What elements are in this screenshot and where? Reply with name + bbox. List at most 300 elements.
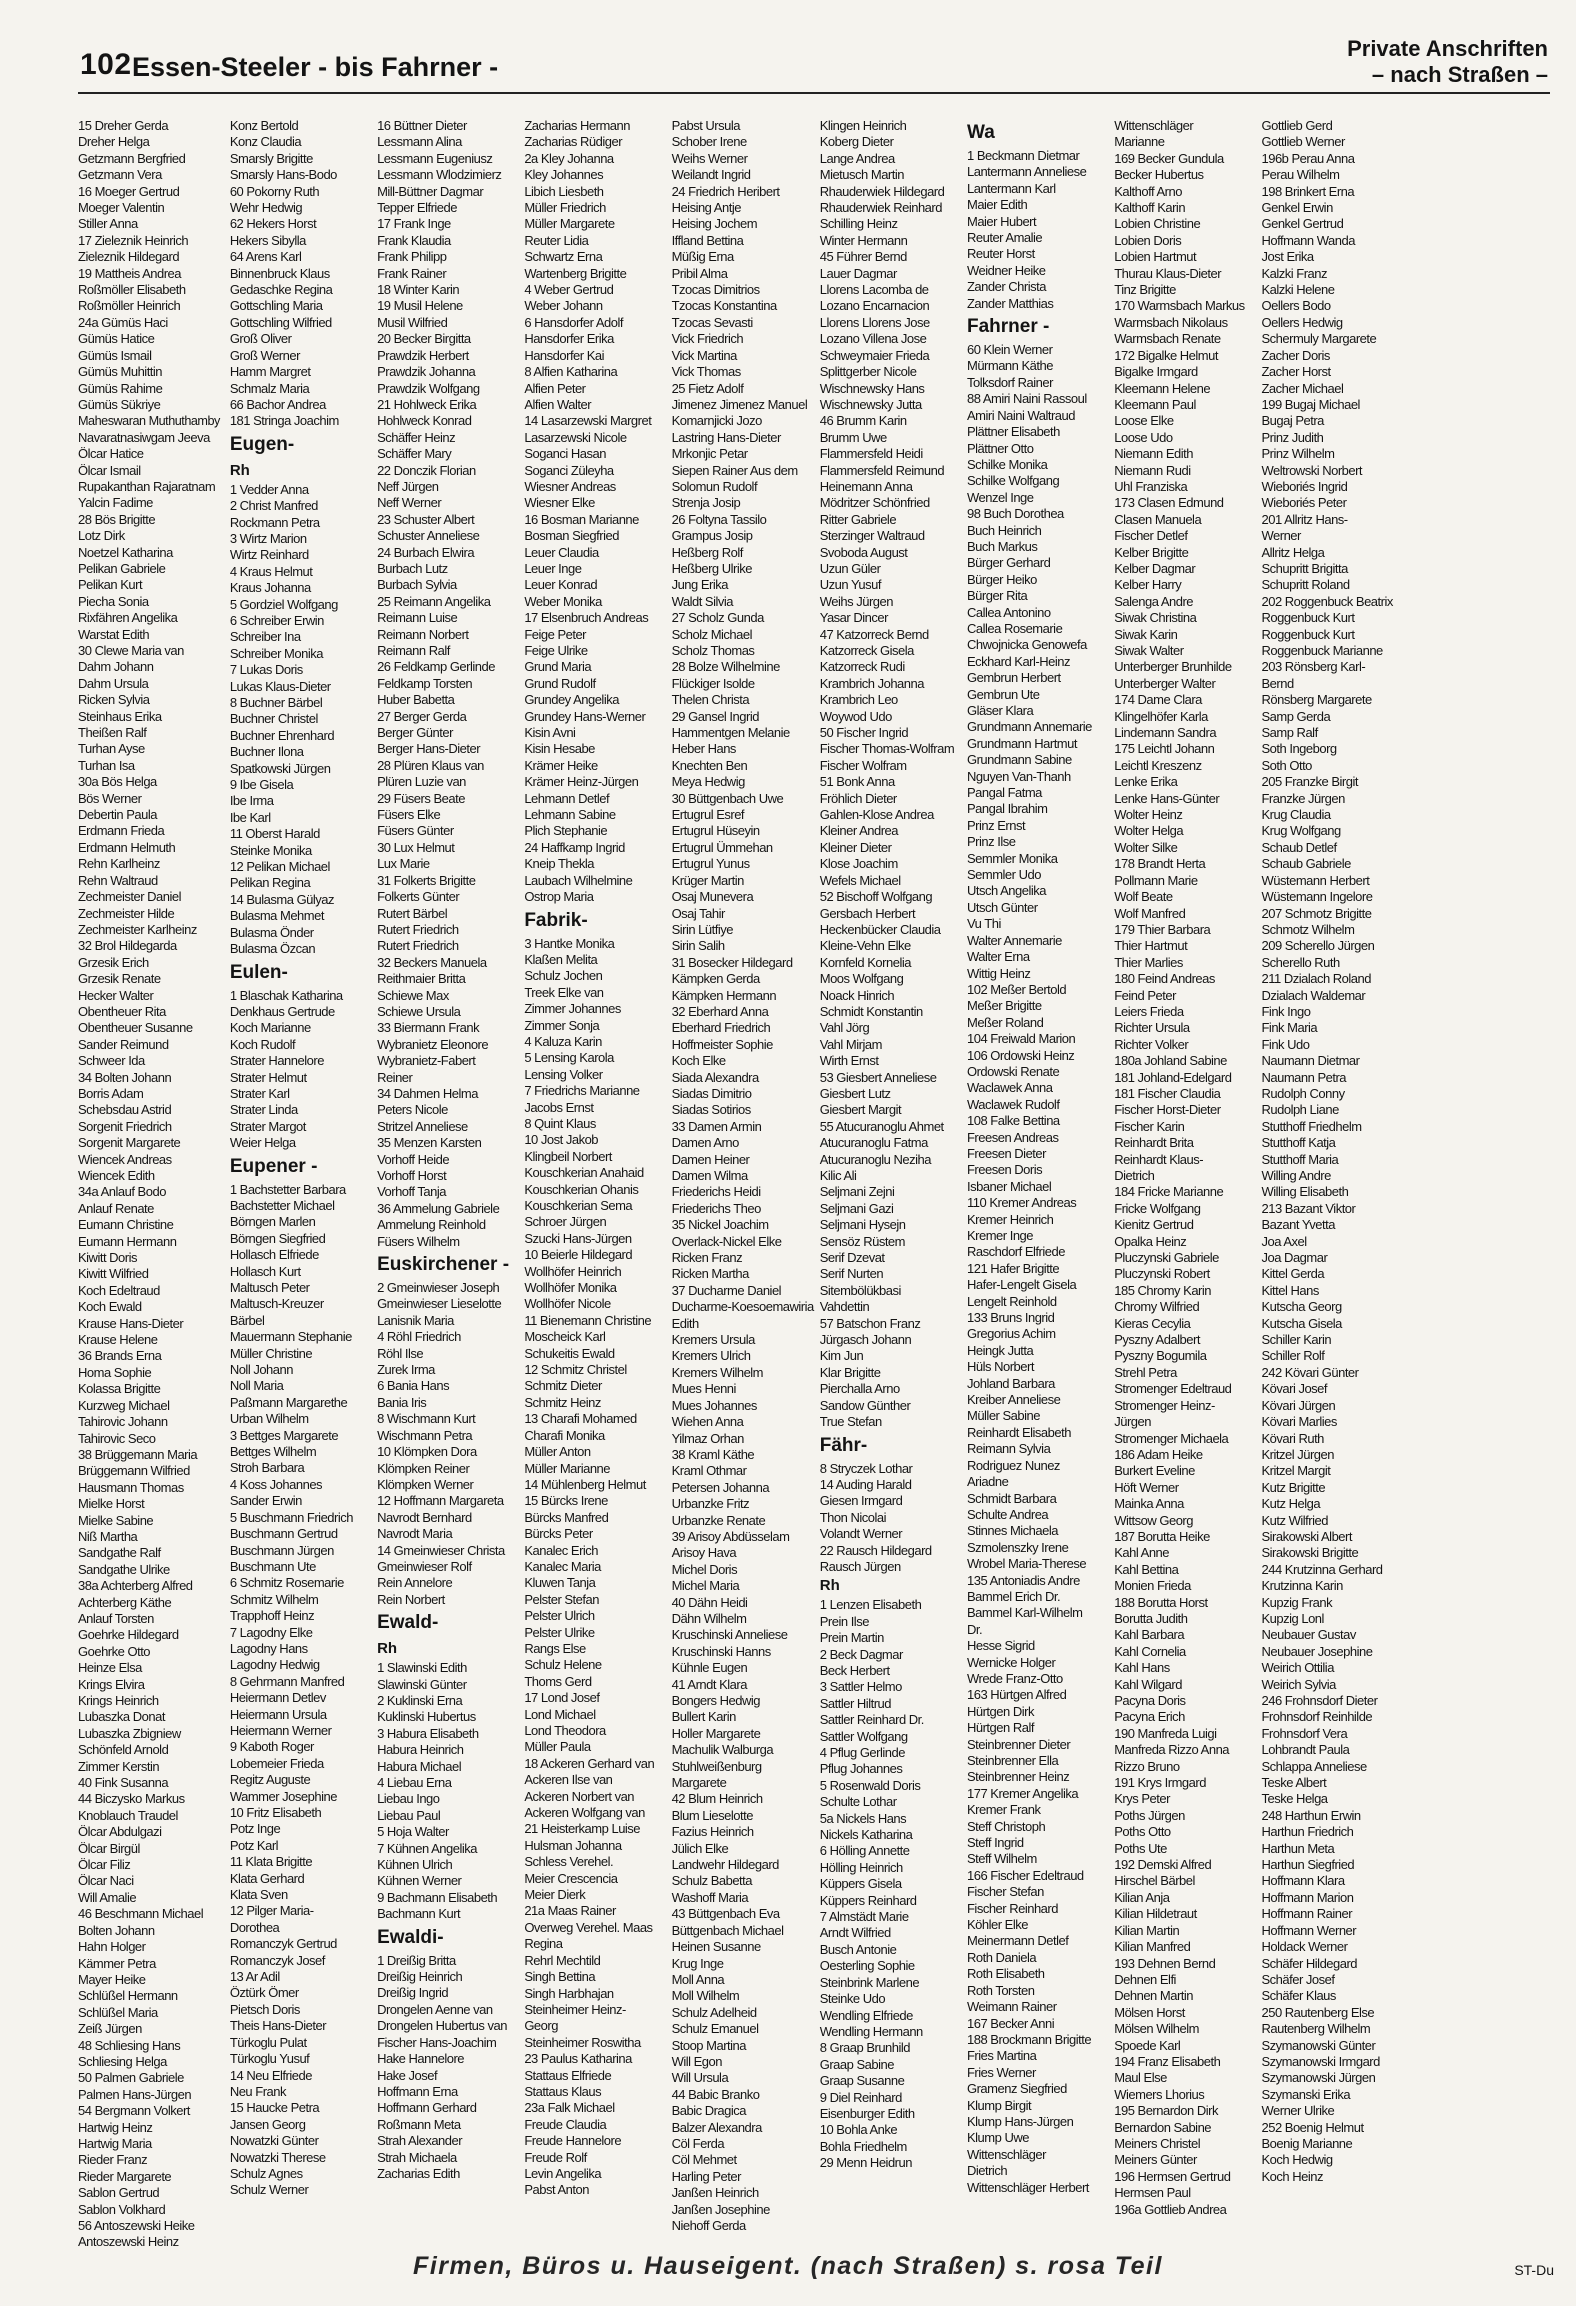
directory-entry: Tzocas Dimitrios: [671, 282, 760, 298]
directory-entry: Schilke Wolfgang: [966, 473, 1060, 489]
directory-entry: Heising Jochem: [671, 216, 758, 232]
directory-entry: 16 Bosman Marianne: [524, 511, 639, 527]
directory-entry: Hafer-Lengelt Gisela: [966, 1277, 1077, 1293]
directory-entry: Klömpken Werner: [377, 1476, 474, 1492]
directory-entry: Unterberger Walter: [1114, 675, 1216, 691]
directory-entry: 10 Fritz Elisabeth: [229, 1805, 322, 1820]
directory-entry: Krause Helene: [78, 1332, 158, 1348]
directory-entry: Kruschinski Anneliese: [671, 1627, 788, 1643]
directory-entry: 181 Fischer Claudia: [1114, 1085, 1221, 1101]
street-heading: Fabrik-: [524, 909, 588, 931]
directory-entry: Debertin Paula: [78, 807, 157, 823]
directory-entry: Teske Albert: [1261, 1775, 1327, 1791]
directory-entry: Rixfähren Angelika: [78, 610, 178, 626]
directory-entry: Rutert Bärbel: [377, 905, 448, 921]
directory-entry: Landwehr Hildegard: [671, 1857, 779, 1873]
directory-entry: Joa Dagmar: [1261, 1250, 1328, 1266]
directory-entry: Atucuranoglu Neziha: [819, 1151, 931, 1167]
directory-entry: Prein Ilse: [819, 1613, 869, 1629]
directory-entry: Schulz Jochen: [524, 968, 603, 984]
directory-entry: Naumann Petra: [1261, 1069, 1347, 1085]
directory-entry: Pabst Ursula: [671, 118, 740, 133]
directory-entry: Thier Marlies: [1114, 954, 1183, 970]
directory-entry: 60 Klein Werner: [966, 342, 1053, 358]
directory-entry: Sirin Lütfiye: [671, 921, 733, 937]
directory-entry: Kouschkerian Sema: [524, 1198, 633, 1213]
directory-entry: 27 Berger Gerda: [377, 708, 467, 724]
directory-entry: Krings Elvira: [78, 1676, 145, 1692]
directory-entry: Homa Sophie: [78, 1364, 152, 1380]
directory-entry: Brumm Uwe: [819, 429, 887, 445]
directory-entry: Fink Ingo: [1261, 1003, 1311, 1019]
directory-entry: Warstat Edith: [78, 626, 150, 642]
directory-entry: 5a Nickels Hans: [819, 1810, 907, 1826]
directory-entry: 196b Perau Anna: [1261, 150, 1355, 166]
directory-entry: Börngen Marlen: [229, 1214, 316, 1230]
directory-entry: 32 Eberhard Anna: [671, 1003, 769, 1019]
directory-entry: Kouschkerian Ohanis: [524, 1181, 639, 1197]
directory-entry: Bosman Siegfried: [524, 528, 619, 544]
directory-entry: Ostrop Maria: [524, 889, 594, 905]
directory-entry: Ertugrul Ümmehan: [671, 839, 773, 855]
directory-entry: Thurau Klaus-Dieter: [1114, 265, 1222, 281]
directory-entry: 196 Hermsen Gertrud: [1114, 2168, 1231, 2184]
directory-entry: Freesen Doris: [966, 1162, 1043, 1178]
directory-entry: 21 Heisterkamp Luise: [524, 1821, 641, 1837]
directory-entry: Maier Edith: [966, 197, 1028, 213]
directory-entry: Kraus Johanna: [229, 580, 311, 596]
directory-entry: Huber Babetta: [377, 692, 455, 708]
directory-entry: 4 Kaluza Karin: [524, 1033, 602, 1049]
directory-entry: Klingen Heinrich: [819, 118, 907, 133]
directory-entry: Hausmann Thomas: [78, 1479, 184, 1495]
directory-entry: Flückiger Isolde: [671, 675, 755, 691]
directory-entry: Janßen Heinrich: [671, 2185, 759, 2201]
directory-entry: Marianne: [1114, 134, 1165, 150]
directory-entry: Stutthoff Katja: [1261, 1135, 1336, 1151]
directory-entry: Mrkonjic Petar: [671, 446, 748, 462]
directory-entry: Sandgathe Ulrike: [78, 1561, 170, 1577]
directory-entry: Klömpken Reiner: [377, 1460, 470, 1476]
directory-entry: Walter Annemarie: [966, 932, 1062, 948]
directory-entry: 17 Zieleznik Heinrich: [78, 232, 189, 248]
directory-entry: Grundey Angelika: [524, 692, 619, 708]
directory-entry: Urban Wilhelm: [229, 1411, 309, 1427]
directory-entry: Kiwitt Wilfried: [78, 1266, 149, 1282]
directory-entry: Klump Uwe: [966, 2130, 1029, 2146]
directory-entry: Kleemann Helene: [1114, 380, 1211, 396]
street-heading: Ewaldi-: [377, 1926, 444, 1948]
directory-entry: Stiller Anna: [78, 216, 138, 232]
directory-entry: Wolter Helga: [1114, 823, 1184, 839]
directory-entry: Vick Friedrich: [671, 331, 744, 347]
directory-entry: Schweymaier Frieda: [819, 347, 930, 363]
directory-entry: Roth Daniela: [966, 1949, 1037, 1965]
directory-entry: 34 Dahmen Helma: [377, 1085, 478, 1101]
directory-entry: Schebsdau Astrid: [78, 1102, 172, 1118]
directory-entry: 209 Scherello Jürgen: [1261, 938, 1375, 954]
directory-entry: Folkerts Günter: [377, 889, 460, 905]
directory-entry: Schlappa Anneliese: [1261, 1758, 1367, 1774]
directory-entry: Wischnewsky Hans: [819, 380, 925, 396]
directory-entry: Semmler Udo: [966, 867, 1041, 883]
directory-entry: Sirin Salih: [671, 938, 725, 954]
directory-entry: Bürger Rita: [966, 588, 1028, 604]
directory-entry: Steinhaus Erika: [78, 708, 162, 724]
directory-entry: 188 Borutta Horst: [1114, 1594, 1208, 1610]
directory-entry: Pangal Ibrahim: [966, 801, 1048, 817]
directory-entry: Stutthoff Maria: [1261, 1151, 1339, 1167]
directory-entry: Meßer Brigitte: [966, 998, 1042, 1014]
directory-entry: Kley Johannes: [524, 167, 604, 183]
directory-entry: 45 Führer Bernd: [819, 249, 907, 265]
directory-entry: 36 Ammelung Gabriele: [377, 1200, 500, 1216]
directory-entry: Krings Heinrich: [78, 1693, 159, 1708]
directory-entry: Weber Monika: [524, 593, 602, 609]
directory-entry: Siepen Rainer Aus dem: [671, 462, 798, 478]
directory-entry: 66 Bachor Andrea: [229, 396, 326, 412]
directory-entry: Jülich Elke: [671, 1840, 729, 1856]
directory-entry: Bettges Wilhelm: [229, 1444, 317, 1460]
directory-entry: 1 Bachstetter Barbara: [229, 1181, 346, 1197]
directory-entry: Amiri Naini Waltraud: [966, 407, 1075, 423]
directory-entry: 64 Arens Karl: [229, 249, 302, 265]
directory-entry: Peters Nicole: [377, 1102, 448, 1118]
directory-entry: Kuklinski Hubertus: [377, 1709, 476, 1725]
directory-entry: Hake Josef: [377, 2067, 438, 2083]
directory-entry: 163 Hürtgen Alfred: [966, 1687, 1067, 1703]
directory-entry: Szymanowski Irmgard: [1261, 2053, 1380, 2069]
directory-entry: 25 Fietz Adolf: [671, 380, 744, 396]
directory-entry: Bullert Karin: [671, 1709, 736, 1725]
directory-entry: 106 Ordowski Heinz: [966, 1047, 1075, 1063]
directory-entry: Soth Otto: [1261, 757, 1312, 773]
directory-entry: Machulik Walburga: [671, 1742, 774, 1758]
directory-entry: Schulte Lothar: [819, 1794, 897, 1810]
directory-entry: Stromenger Edeltraud: [1114, 1381, 1232, 1397]
directory-entry: Schmitz Wilhelm: [229, 1591, 319, 1607]
directory-entry: Gmeinwieser Lieselotte: [377, 1296, 502, 1312]
directory-entry: Loose Elke: [1114, 413, 1174, 429]
directory-entry: Maier Hubert: [966, 213, 1037, 229]
directory-entry: 28 Plüren Klaus van: [377, 757, 484, 773]
directory-entry: Eumann Christine: [78, 1217, 174, 1233]
directory-entry: Cöl Ferda: [671, 2135, 725, 2151]
directory-entry: Poths Jürgen: [1114, 1807, 1185, 1823]
directory-entry: Szymanowski Jürgen: [1261, 2070, 1376, 2086]
directory-entry: Dehnen Martin: [1114, 1988, 1194, 2004]
directory-entry: Stuhlweißenburg: [671, 1758, 762, 1774]
directory-entry: Ricken Franz: [671, 1250, 743, 1266]
directory-entry: Goehrke Otto: [78, 1643, 151, 1659]
directory-entry: Samp Gerda: [1261, 708, 1331, 724]
directory-entry: Pluczynski Robert: [1114, 1266, 1210, 1282]
directory-entry: 169 Becker Gundula: [1114, 150, 1224, 166]
directory-entry: Rein Annelore: [377, 1575, 453, 1591]
directory-entry: Groß Werner: [229, 347, 300, 363]
directory-entry: Reuter Lidia: [524, 232, 589, 248]
directory-entry: Weilandt Ingrid: [671, 167, 751, 183]
directory-entry: 55 Atucuranoglu Ahmet: [819, 1118, 944, 1134]
directory-entry: Werner Ulrike: [1261, 2103, 1335, 2119]
directory-entry: Soganci Hasan: [524, 446, 606, 462]
directory-entry: 10 Bohla Anke: [819, 2122, 898, 2138]
directory-entry: Rizzo Bruno: [1114, 1758, 1180, 1774]
directory-entry: Dahm Ursula: [78, 675, 149, 691]
directory-entry: 56 Antoszewski Heike: [78, 2218, 195, 2233]
directory-entry: Maul Else: [1114, 2070, 1167, 2086]
directory-entry: Sander Erwin: [229, 1493, 302, 1509]
directory-entry: Steinheimer Roswitha: [524, 2034, 641, 2050]
directory-entry: Winter Hermann: [819, 232, 908, 248]
directory-entry: Gümüs Muhittin: [78, 364, 163, 380]
directory-entry: Roßmöller Elisabeth: [78, 282, 186, 298]
directory-entry: 19 Mattheis Andrea: [78, 265, 182, 281]
directory-entry: 12 Schmitz Christel: [524, 1362, 627, 1378]
directory-entry: Steinke Udo: [819, 1991, 886, 2007]
directory-entry: Wrobel Maria-Therese: [966, 1556, 1087, 1572]
directory-entry: Schäfer Josef: [1261, 1971, 1335, 1987]
directory-entry: 21 Hohlweck Erika: [377, 396, 477, 412]
directory-entry: Lotz Dirk: [78, 528, 125, 544]
directory-entry: 5 Lensing Karola: [524, 1050, 614, 1066]
directory-entry: Grzesik Renate: [78, 971, 161, 987]
directory-entry: Rupakanthan Rajaratnam: [78, 478, 216, 494]
directory-entry: Füsers Günter: [377, 823, 454, 839]
directory-entry: Bernd: [1261, 675, 1294, 691]
directory-entry: Heingk Jutta: [966, 1342, 1034, 1358]
directory-entry: Jimenez Jimenez Manuel: [671, 396, 808, 412]
directory-entry: 30 Büttgenbach Uwe: [671, 790, 784, 806]
directory-entry: Wolter Silke: [1114, 839, 1178, 855]
directory-entry: Denkhaus Gertrude: [229, 1003, 335, 1019]
directory-entry: 173 Clasen Edmund: [1114, 495, 1224, 511]
directory-entry: Lantermann Anneliese: [966, 164, 1087, 180]
directory-entry: 4 Weber Gertrud: [524, 282, 614, 298]
directory-entry: Hölling Heinrich: [819, 1859, 903, 1875]
directory-entry: Fischer Hans-Joachim: [377, 2034, 497, 2050]
directory-entry: Wollhöfer Monika: [524, 1280, 617, 1296]
directory-entry: Wehr Hedwig: [229, 200, 303, 216]
directory-entry: Plüren Luzie van: [377, 774, 466, 790]
directory-entry: Vick Martina: [671, 347, 737, 363]
directory-entry: Lubaszka Donat: [78, 1709, 165, 1725]
directory-entry: 24 Friedrich Heribert: [671, 183, 780, 199]
directory-entry: 5 Rosenwald Doris: [819, 1777, 921, 1793]
directory-entry: Volandt Werner: [819, 1526, 903, 1542]
directory-entry: 16 Moeger Gertrud: [78, 183, 180, 199]
directory-entry: Lessmann Wlodzimierz: [377, 167, 502, 183]
directory-entry: Ricken Martha: [671, 1266, 749, 1282]
directory-entry: Schroer Jürgen: [524, 1214, 607, 1230]
directory-entry: Moll Anna: [671, 1971, 725, 1987]
directory-entry: Reimann Sylvia: [966, 1441, 1051, 1457]
directory-entry: 9 Diel Reinhard: [819, 2089, 902, 2105]
directory-entry: Waclawek Rudolf: [966, 1096, 1060, 1112]
directory-entry: Küppers Reinhard: [819, 1892, 917, 1908]
section-title: Private Anschriften: [1347, 36, 1548, 61]
directory-entry: 190 Manfreda Luigi: [1114, 1725, 1217, 1741]
directory-entry: Zacharias Edith: [377, 2165, 460, 2181]
directory-entry: Wittig Heinz: [966, 965, 1031, 981]
directory-entry: Wirtz Reinhard: [229, 547, 309, 563]
directory-entry: 18 Ackeren Gerhard van: [524, 1755, 655, 1771]
directory-entry: Wenzel Inge: [966, 489, 1034, 505]
page-header: [0, 0, 1576, 95]
directory-entry: Damen Wilma: [671, 1168, 748, 1183]
directory-entry: Lozano Encarnacion: [819, 298, 930, 314]
directory-entry: Romanczyk Josef: [229, 1952, 325, 1968]
directory-entry: 24 Burbach Elwira: [377, 544, 475, 560]
directory-entry: Ricken Sylvia: [78, 692, 150, 708]
directory-entry: 7 Friedrichs Marianne: [524, 1083, 640, 1099]
directory-entry: Reiner: [377, 1069, 413, 1085]
directory-entry: 53 Giesbert Anneliese: [819, 1069, 937, 1085]
directory-entry: Weihs Werner: [671, 150, 748, 166]
directory-entry: Wüstemann Ingelore: [1261, 889, 1373, 905]
directory-entry: 177 Kremer Angelika: [966, 1785, 1079, 1801]
directory-entry: Rieder Franz: [78, 2152, 148, 2168]
directory-entry: 2 Beck Dagmar: [819, 1646, 903, 1662]
directory-entry: Steff Ingrid: [966, 1835, 1024, 1851]
directory-entry: Ölcar Birgül: [78, 1840, 140, 1856]
directory-entry: Monien Frieda: [1114, 1578, 1191, 1594]
directory-entry: Gembrun Ute: [966, 686, 1040, 702]
directory-entry: Sandow Günther: [819, 1397, 911, 1413]
directory-entry: 32 Beckers Manuela: [377, 954, 487, 970]
directory-entry: Bulasma Özcan: [229, 941, 316, 957]
directory-entry: 14 Gmeinwieser Christa: [377, 1542, 505, 1558]
directory-entry: Potz Inge: [229, 1821, 281, 1837]
directory-entry: Thelen Christa: [671, 692, 750, 708]
directory-entry: Stinnes Michaela: [966, 1523, 1058, 1539]
directory-entry: Leichtl Kreszenz: [1114, 757, 1202, 773]
directory-entry: Goehrke Hildegard: [78, 1627, 179, 1643]
directory-entry: Hartwig Maria: [78, 2135, 152, 2151]
directory-entry: Schmidt Konstantin: [819, 1003, 923, 1019]
directory-entry: Zacharias Rüdiger: [524, 134, 623, 150]
directory-entry: 205 Franzke Birgit: [1261, 774, 1358, 790]
directory-entry: Hulsman Johanna: [524, 1837, 622, 1853]
directory-entry: Mietusch Martin: [819, 167, 904, 183]
directory-entry: Damen Arno: [671, 1135, 739, 1151]
directory-entry: Kanalec Erich: [524, 1542, 599, 1558]
directory-entry: Kilian Anja: [1114, 1889, 1170, 1905]
directory-entry: 187 Borutta Heike: [1114, 1528, 1210, 1544]
directory-entry: Vorhoff Heide: [377, 1151, 450, 1167]
directory-entry: Rautenberg Wilhelm: [1261, 2021, 1371, 2037]
directory-entry: Hüls Norbert: [966, 1359, 1034, 1375]
directory-entry: Gersbach Herbert: [819, 905, 916, 921]
directory-entry: Berger Günter: [377, 725, 453, 741]
directory-entry: Poths Ute: [1114, 1840, 1167, 1856]
directory-entry: Wittsow Georg: [1114, 1512, 1193, 1528]
street-subheading: Rh: [229, 461, 250, 479]
directory-entry: Urbanzke Renate: [671, 1512, 766, 1528]
directory-entry: Solomun Rudolf: [671, 478, 758, 494]
directory-entry: 29 Menn Heidrun: [819, 2155, 912, 2171]
directory-entry: 1 Lenzen Elisabeth: [819, 1597, 922, 1613]
directory-entry: Bulasma Önder: [229, 924, 314, 940]
directory-entry: 8 Quint Klaus: [524, 1115, 596, 1131]
directory-entry: Neubauer Josephine: [1261, 1643, 1373, 1659]
directory-entry: Wendling Elfriede: [819, 2007, 913, 2023]
directory-entry: Heiermann Detlev: [229, 1690, 326, 1706]
directory-entry: Rhauderwiek Reinhard: [819, 200, 942, 216]
directory-entry: Kahl Wilgard: [1114, 1676, 1182, 1692]
directory-entry: 8 Stryczek Lothar: [819, 1460, 913, 1476]
directory-entry: Pacyna Erich: [1114, 1709, 1185, 1725]
directory-entry: Kurzweg Michael: [78, 1397, 170, 1413]
directory-entry: Ölcar Hatice: [78, 446, 144, 462]
directory-entry: Mauermann Stephanie: [229, 1329, 352, 1345]
directory-entry: Fink Udo: [1261, 1036, 1310, 1052]
directory-entry: Niehoff Gerda: [671, 2218, 746, 2233]
directory-entry: Türkoglu Yusuf: [229, 2051, 310, 2067]
directory-entry: Schreiber Monika: [229, 645, 323, 661]
directory-entry: Overlack-Nickel Elke: [671, 1233, 782, 1249]
directory-entry: Potz Karl: [229, 1837, 279, 1853]
directory-entry: Reinhardt Brita: [1114, 1135, 1194, 1151]
directory-entry: Vahdettin: [819, 1299, 870, 1315]
directory-entry: 4 Koss Johannes: [229, 1476, 323, 1492]
directory-entry: Schulz Babetta: [671, 1873, 753, 1889]
directory-entry: Gümüs Hatice: [78, 331, 155, 347]
street-heading: Eulen-: [229, 961, 288, 983]
directory-entry: Warmsbach Renate: [1114, 331, 1221, 347]
directory-entry: Vick Thomas: [671, 364, 741, 380]
directory-entry: Scholz Michael: [671, 626, 752, 642]
directory-entry: Habura Michael: [377, 1758, 462, 1774]
directory-entry: Sensöz Rüstem: [819, 1233, 905, 1249]
directory-entry: Flammersfeld Reimund: [819, 462, 945, 478]
directory-entry: 4 Liebau Erna: [377, 1775, 452, 1790]
directory-entry: Weber Johann: [524, 298, 603, 314]
directory-entry: Rausch Jürgen: [819, 1558, 901, 1574]
directory-entry: Kiwitt Doris: [78, 1250, 138, 1266]
directory-entry: Kahl Hans: [1114, 1660, 1170, 1676]
directory-entry: Dehnen Elfi: [1114, 1971, 1176, 1987]
directory-entry: Janßen Josephine: [671, 2201, 770, 2217]
directory-entry: Schulz Emanuel: [671, 2021, 759, 2037]
directory-entry: Zurek Irma: [377, 1362, 435, 1378]
directory-entry: Pelikan Regina: [229, 875, 311, 891]
directory-entry: Samp Ralf: [1261, 725, 1318, 741]
directory-column: [230, 118, 371, 2251]
directory-entry: Zimmer Johannes: [524, 1001, 621, 1017]
directory-entry: Beck Herbert: [819, 1662, 890, 1678]
directory-column: [1114, 118, 1255, 2251]
directory-entry: Lond Michael: [524, 1706, 596, 1722]
directory-entry: Genkel Gertrud: [1261, 216, 1344, 232]
directory-entry: Kühnle Eugen: [671, 1660, 748, 1676]
directory-entry: Alfien Walter: [524, 396, 592, 412]
directory-entry: Weimann Rainer: [966, 1999, 1057, 2015]
directory-entry: Svoboda August: [819, 544, 908, 560]
directory-entry: Kelber Dagmar: [1114, 560, 1196, 576]
directory-entry: Genkel Erwin: [1261, 200, 1333, 216]
directory-entry: Pelikan Kurt: [78, 577, 143, 593]
directory-entry: Kremers Ursula: [671, 1332, 755, 1348]
directory-entry: Füsers Elke: [377, 807, 441, 823]
directory-entry: 180a Johland Sabine: [1114, 1053, 1227, 1069]
directory-entry: 44 Babic Branko: [671, 2086, 760, 2102]
directory-entry: Krug Wolfgang: [1261, 823, 1341, 839]
directory-entry: Kalthoff Karin: [1114, 200, 1186, 216]
directory-entry: Bongers Hedwig: [671, 1693, 760, 1708]
directory-entry: Prinz Ilse: [966, 834, 1016, 850]
directory-entry: Achterberg Käthe: [78, 1594, 172, 1610]
